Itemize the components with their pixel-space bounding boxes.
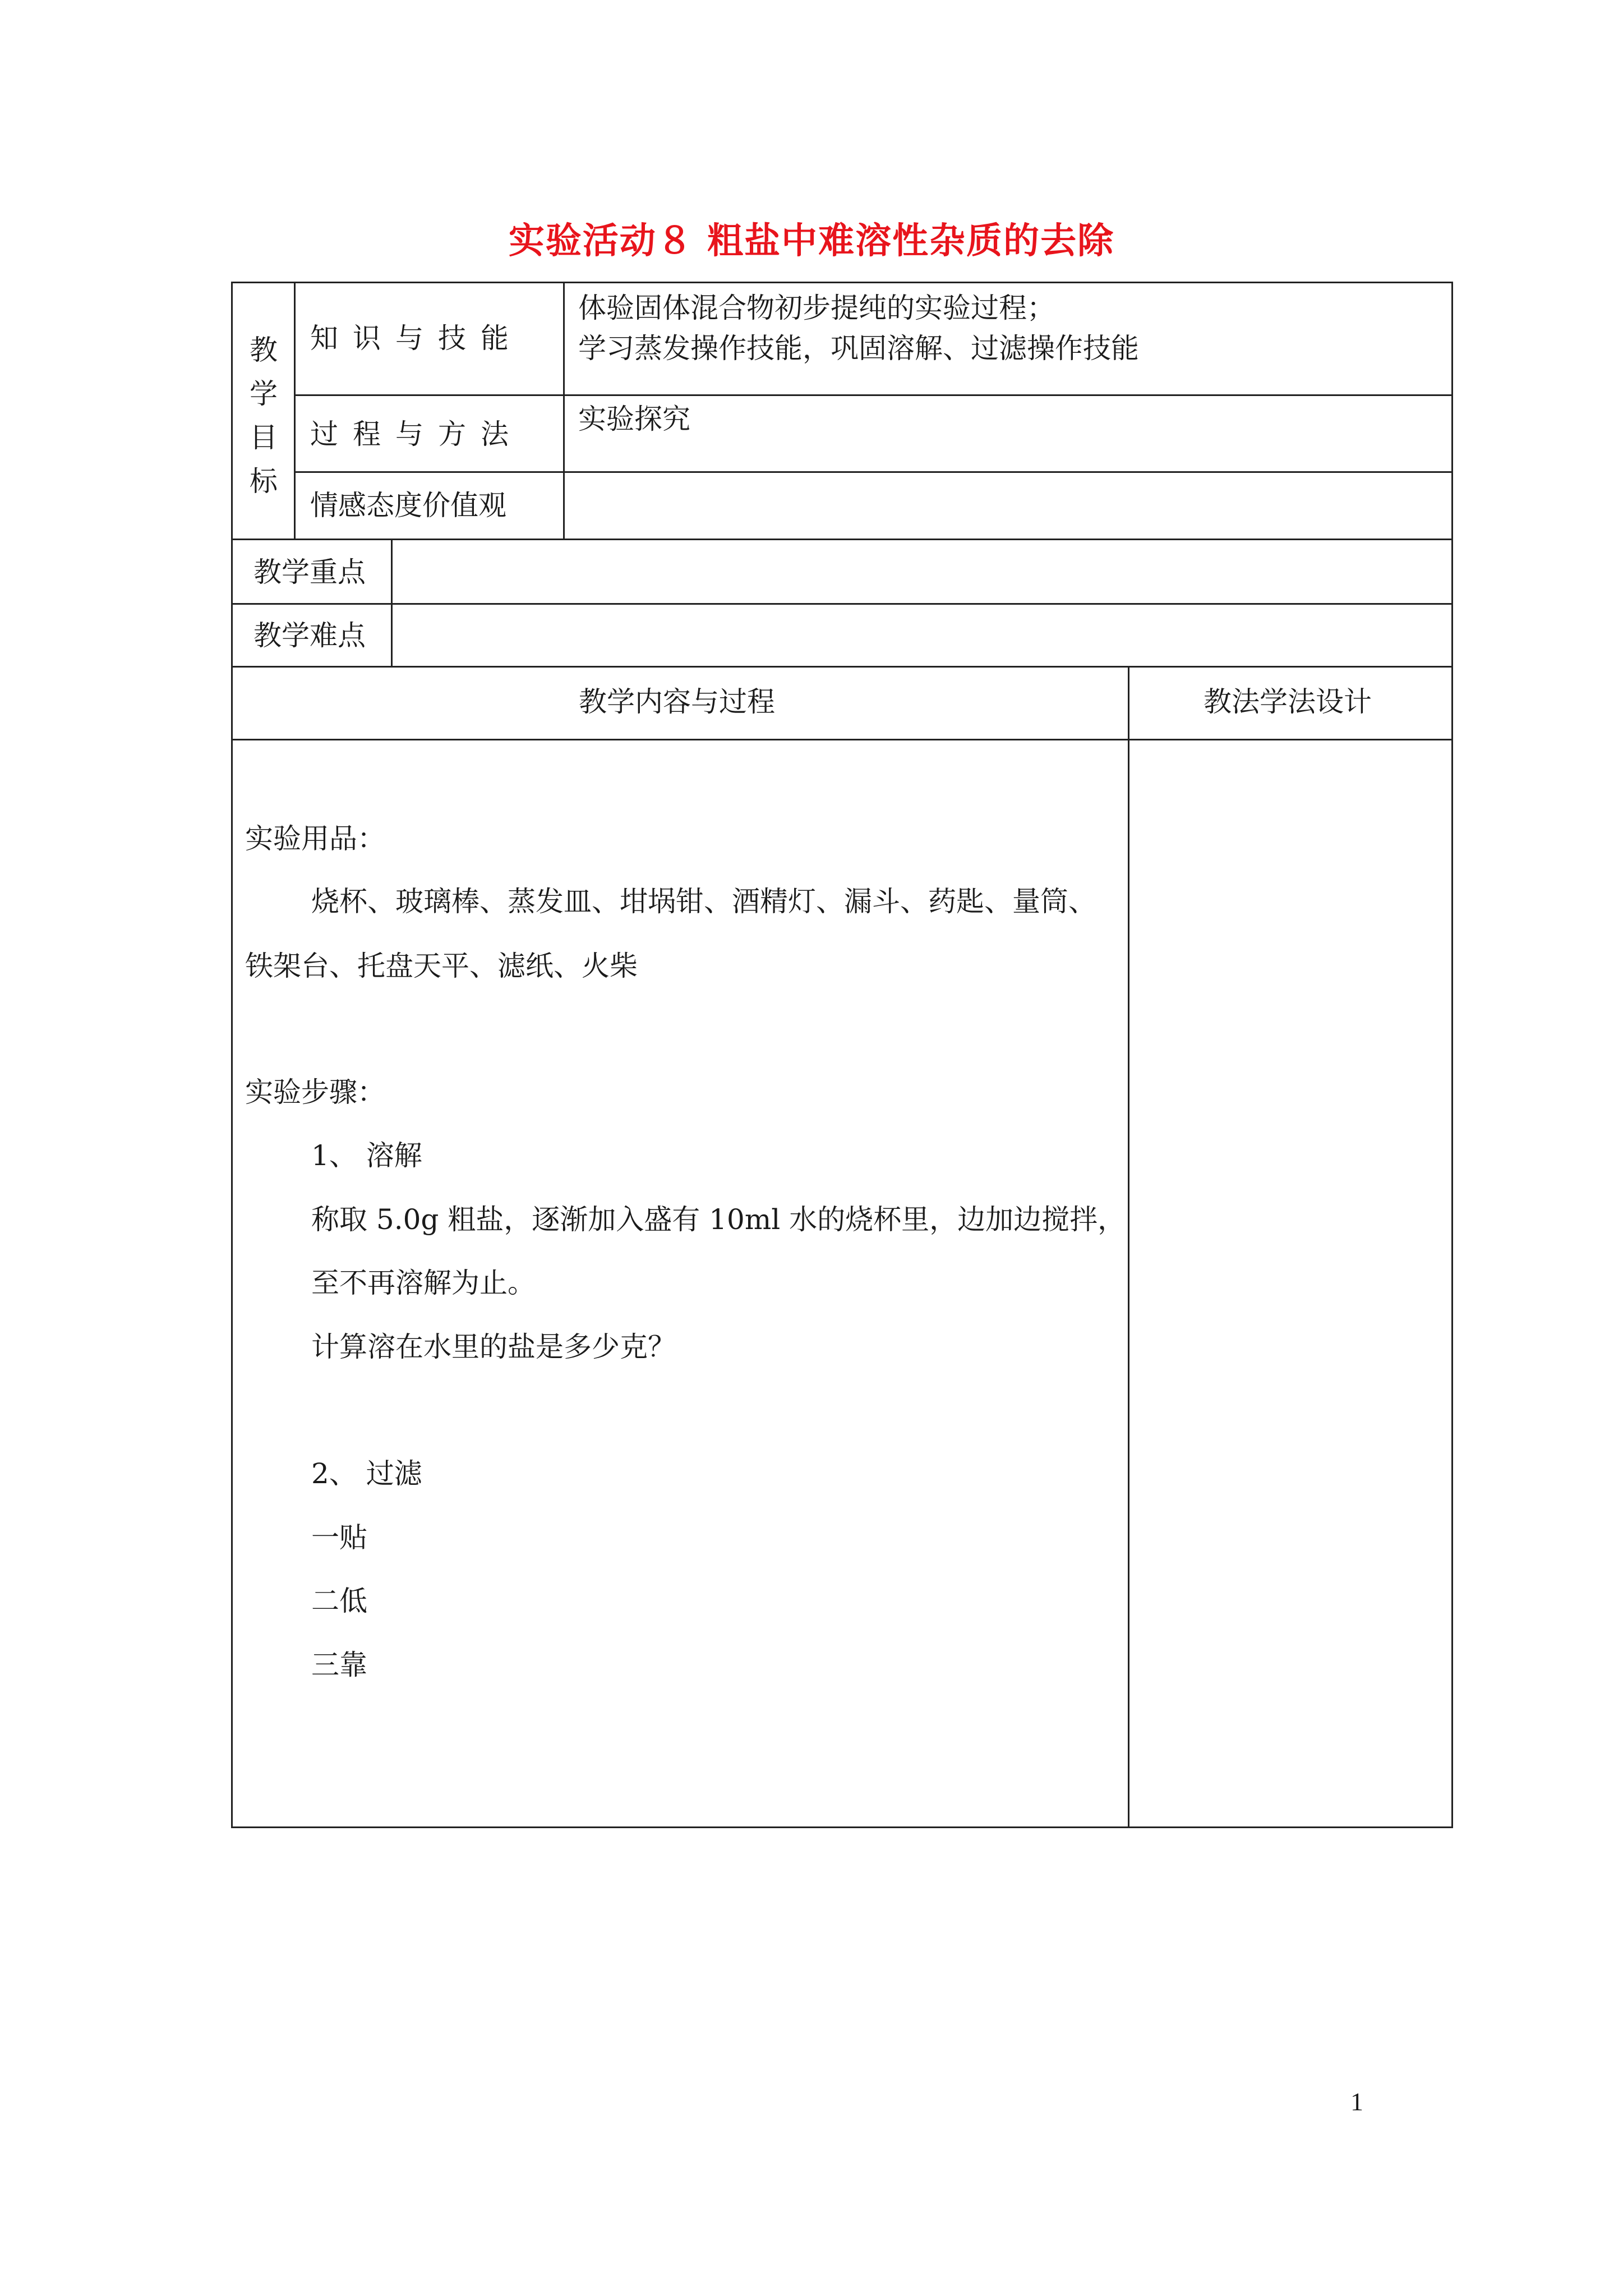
list-item: 一贴 [311, 1521, 367, 1554]
materials-heading: 实验用品： [245, 822, 385, 855]
divider [391, 539, 393, 668]
step-question: 计算溶在水里的盐是多少克？ [311, 1331, 676, 1363]
step-title: 1、 溶解 [311, 1139, 422, 1172]
objective-content-line: 实验探究 [578, 403, 690, 435]
table-border-right [1451, 282, 1453, 1828]
difficulty-label: 教学难点 [253, 619, 366, 652]
materials-line: 烧杯、玻璃棒、蒸发皿、坩埚钳、酒精灯、漏斗、药匙、量筒、 [311, 885, 1096, 918]
objective-label-process: 过程与方法 [310, 418, 523, 450]
step-text: 称取 5.0g 粗盐，逐渐加入盛有 10ml 水的烧杯里，边加边搅拌， [311, 1203, 1126, 1236]
label-char: 目 [250, 421, 278, 454]
divider [294, 282, 296, 540]
objective-label-attitude: 情感态度价值观 [310, 489, 506, 522]
label-char: 标 [250, 465, 278, 498]
label-char: 教 [250, 334, 278, 366]
divider [294, 394, 1453, 396]
step-text: 至不再溶解为止。 [311, 1267, 536, 1299]
divider [294, 471, 1453, 473]
objective-label-knowledge: 知识与技能 [310, 322, 523, 355]
step-title: 2、 过滤 [311, 1457, 422, 1490]
divider [231, 666, 1453, 668]
divider [231, 603, 1453, 605]
divider [563, 282, 565, 540]
steps-heading: 实验步骤： [245, 1076, 385, 1108]
divider [231, 739, 1453, 740]
divider [231, 539, 1453, 540]
divider [1128, 666, 1129, 1828]
page-title: 实验活动８ 粗盐中难溶性杂质的去除 [508, 220, 1115, 262]
page-number: 1 [1350, 2087, 1363, 2116]
table-border-bottom [231, 1826, 1453, 1828]
key-point-label: 教学重点 [253, 556, 366, 588]
table-border-left [231, 282, 233, 1828]
objective-content-line: 体验固体混合物初步提纯的实验过程； [578, 292, 1055, 324]
list-item: 三靠 [311, 1649, 367, 1681]
objective-content-line: 学习蒸发操作技能，巩固溶解、过滤操作技能 [578, 332, 1139, 365]
materials-line: 铁架台、托盘天平、滤纸、火柴 [245, 950, 638, 982]
column-header-process: 教学内容与过程 [579, 685, 775, 718]
table-border-top [231, 282, 1453, 283]
list-item: 二低 [311, 1585, 367, 1617]
label-char: 学 [250, 378, 278, 410]
column-header-method: 教法学法设计 [1204, 685, 1372, 718]
